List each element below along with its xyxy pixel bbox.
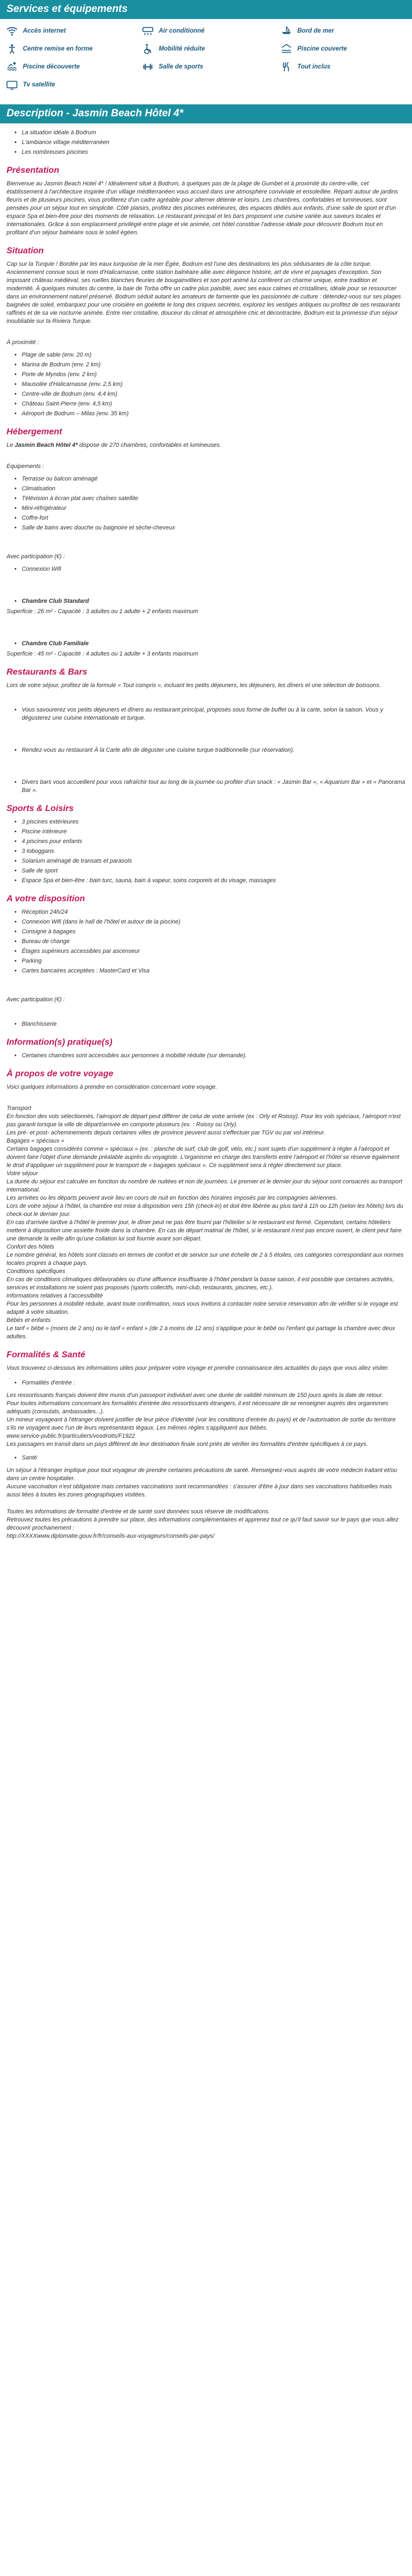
sante-details <box>7 1467 405 1540</box>
voyage-line: Les arrivées ou les départs peuvent avoir lieu en cours de nuit en fonction des horaires imposés par les compagnies aériennes. <box>7 1195 338 1201</box>
voyage-line: Lors de votre séjour à l'hôtel, la chambre est mise à disposition vers 15h (check-in) et doit être libérée au plus tard à 11h ou 12h (selon les hôtels) lors du check-out le dernier jour. <box>7 1203 403 1218</box>
voyage-details <box>7 1105 405 1341</box>
sports-list <box>7 818 405 885</box>
list-item: • Les nombreuses piscines <box>22 148 405 157</box>
sante-label-list <box>7 1454 405 1462</box>
list-item: • Certaines chambres sont accessibles aux personnes à mobilité réduite (sur demande). <box>22 1052 405 1060</box>
disposition-list <box>7 908 405 975</box>
list-item: • 4 piscines pour enfants <box>22 838 405 846</box>
formalites-line: Les passagers en transit dans un pays différent de leur destination finale sont priés de vérifier les formalités d'entrée spécifiques à ce pays. <box>7 1441 368 1448</box>
wheelchair-icon <box>141 42 154 55</box>
voyage-intro: Voici quelques informations à prendre en considération concernant votre voyage. <box>7 1084 217 1090</box>
equipments-list <box>7 475 405 532</box>
amenity-label: Accès internet <box>23 28 66 34</box>
room-list <box>7 640 405 648</box>
amenity-indoor-pool <box>280 42 405 55</box>
section-heading-formalites: Formalités & Santé <box>7 1350 85 1359</box>
list-item: • Connexion Wifi <box>22 565 405 573</box>
restaurants-list <box>7 746 405 754</box>
sante-line: Aucune vaccination n'est obligatoire mais certaines vaccinations sont recommandées : s'assurer d'être à jour dans ses vaccinations habituelles mais aussi liées à toutes les zones géographiques visitées. <box>7 1483 392 1498</box>
gym-icon <box>141 60 154 73</box>
room-name: • Chambre Club Familiale <box>22 640 405 648</box>
amenities-grid <box>0 19 412 97</box>
room-info: Superficie : 26 m² - Capacité : 3 adultes ou 1 adulte + 2 enfants maximum <box>7 608 198 615</box>
restaurants-text: Lors de votre séjour, profitez de la formule « Tout compris », incluant les petits déjeuners, les déjeuners, les dîners et une sélection de boissons. <box>7 682 381 689</box>
amenity-label: Centre remise en forme <box>23 46 93 52</box>
amenity-outdoor-pool <box>5 60 141 73</box>
list-item: • Coffre-fort <box>22 514 405 522</box>
presentation-text: Bienvenue au Jasmin Beach Hotel 4* ! Idéalement situé à Bodrum, à quelques pas de la plage de Gumbet et à proximité du centre-ville, cet établissement à l'architecture inspirée d'un village méditerranéen vous accueil dans une atmosphère conviviale et ensoleillée. Réparti autour de jardins fleuris et de plusieurs piscines, vous profiterez d'un cadre agréable pour alterner détente et loisirs. Les chambres, confortables et lumineuses, sont pensées pour un séjour tout en simplicité. Côté plaisirs, profitez des piscines extérieures, des espaces dédiés aux enfants, d'une salle de sport et d'un espace Spa et bien-être pour des moments de relaxation. Le restaurant principal et les bars proposent une cuisine variée aux saveurs locales et internationales. Grâce à son emplacement privilégié entre plage et vie animée, cet hôtel constitue l'adresse idéale pour découvrir Bodrum tout en profitant d'un séjour balnéaire sous le soleil égéen. <box>7 180 398 236</box>
list-item: • Connexion Wifi (dans le hall de l'hôtel et autour de la piscine) <box>22 918 405 926</box>
sante-line: Toutes les informations de formalité d'entrée et de santé sont données sous réserve de modifications. <box>7 1508 270 1515</box>
voyage-line: Confort des hôtels <box>7 1244 54 1250</box>
voyage-line: Bagages « spéciaux » <box>7 1138 65 1144</box>
list-item: • Terrasse ou balcon aménagé <box>22 475 405 483</box>
section-heading-voyage: À propos de votre voyage <box>7 1069 114 1078</box>
list-item: • Salle de bains avec douche ou baignoire et sèche-cheveux <box>22 524 405 532</box>
equipments-label: Equipements : <box>7 463 45 470</box>
amenity-wheelchair <box>141 42 280 55</box>
proximity-label: À proximité : <box>7 339 39 346</box>
amenity-label: Piscine couverte <box>297 46 347 52</box>
voyage-line: En cas de conditions climatiques défavorables ou d'une affluence insuffisante à l'hôtel pendant la basse saison, il est possible que certaines activités, services et installations ne soient pas proposés (sports collectifs, mini-club, restaurants, piscines, etc.). <box>7 1276 394 1291</box>
list-item: • Étages supérieurs accessibles par ascenseur <box>22 947 405 956</box>
amenity-label: Piscine découverte <box>23 64 80 70</box>
amenity-fitness <box>5 42 141 55</box>
list-item: • Santé <box>22 1454 405 1462</box>
indoor-pool-icon <box>280 42 293 55</box>
voyage-line: Le tarif « bébé » (moins de 2 ans) ou le tarif « enfant » (de 2 à moins de 12 ans) s'applique pour le bébé ou l'enfant qui partage la chambre avec deux adultes. <box>7 1325 395 1340</box>
list-item: • Salle de sport <box>22 867 405 875</box>
list-item: • Château Saint-Pierre (env. 4,5 km) <box>22 400 405 408</box>
tv-icon <box>5 78 18 91</box>
voyage-line: Bébés et enfants <box>7 1317 51 1324</box>
situation-text: Cap sur la Turquie ! Bordée par les eaux turquoise de la mer Égée, Bodrum est l'une des destinations les plus séduisantes de la côte turque. Anciennement connue sous le nom d'Halicarnasse, cette station balnéaire allie avec élégance histoire, art de vivre et paysages d'exception. Son imposant château médiéval, ses ruelles blanches fleuries de bougainvilliers et son port animé lui confèrent un charme unique, entre tradition et modernité. À quelques minutes du centre, la baie de Torba offre un cadre plus paisible, avec ses eaux calmes et cristallines, idéale pour se ressourcer dans un environnement naturel préservé. Bodrum séduit autant les amateurs de farniente que les passionnés de culture : détendez-vous sur ses plages baignées de soleil, embarquez pour une croisière en goélette le long des criques secrètes, explorez les vestiges antiques ou profitez de ses restaurants raffinés et de sa vie nocturne animée. Entre mer cristalline, douceur du climat et atmosphère chic et décontractée, Bodrum est la promesse d'un séjour inoubliable sur la Riviera Turque. <box>7 261 401 325</box>
list-item: • Formalités d'entrée : <box>22 1379 405 1387</box>
formalites-line: Pour toutes informations concernant les formalités d'entrée des ressortissants étrangers, il est nécessaire de se renseigner auprès des organismes adéquats (consulats, ambassades...). <box>7 1400 389 1415</box>
formalites-intro: Vous trouverez ci-dessous les informations utiles pour préparer votre voyage et prendre connaissance des actualités du pays que vous allez visiter. <box>7 1365 389 1371</box>
amenity-label: Tout inclus <box>297 64 330 70</box>
list-item: • Piscine intérieure <box>22 828 405 836</box>
list-item: • Plage de sable (env. 20 m) <box>22 351 405 359</box>
list-item: • Parking <box>22 957 405 965</box>
hebergement-text <box>7 441 405 450</box>
amenity-label: Salle de sports <box>159 64 203 70</box>
amenity-label: Tv satellite <box>23 82 55 88</box>
list-item: • Marina de Bodrum (env. 2 km) <box>22 361 405 369</box>
list-item: • Mini-réfrigérateur <box>22 504 405 513</box>
formalites-link[interactable]: www.service-public.fr/particuliers/vosdroits/F1922 <box>7 1433 135 1439</box>
list-item: • Télévision à écran plat avec chaînes satellite <box>22 495 405 503</box>
text-part: dispose de 270 chambres, confortables et lumineuses. <box>77 442 221 448</box>
list-item: • Aéroport de Bodrum – Milas (env. 35 km) <box>22 410 405 418</box>
text-part: Le <box>7 442 15 448</box>
outdoor-pool-icon <box>5 60 18 73</box>
air-conditioning-icon <box>141 24 154 38</box>
paid-list <box>7 1020 405 1028</box>
proximity-list <box>7 351 405 418</box>
list-item: • Espace Spa et bien-être : bain turc, sauna, bain à vapeur, soins corporels et du visage, massages <box>22 877 405 885</box>
sante-line: Un séjour à l'étranger implique pour tout voyageur de prendre certaines précautions de santé. Renseignez-vous auprès de votre médecin traitant et/ou dans un centre hospitalier. <box>7 1467 397 1482</box>
amenity-label: Bord de mer <box>297 28 334 34</box>
hotel-name: Jasmin Beach Hôtel 4* <box>15 442 78 448</box>
section-heading-situation: Situation <box>7 246 44 255</box>
list-item: • La situation idéale à Bodrum <box>22 129 405 137</box>
list-item: • Porte de Myndos (env. 2 km) <box>22 371 405 379</box>
list-item: • Mausolée d'Halicarnasse (env. 2,5 km) <box>22 381 405 389</box>
list-item: • Bureau de change <box>22 938 405 946</box>
intro-list <box>7 129 405 157</box>
restaurants-list <box>7 706 405 722</box>
section-heading-presentation: Présentation <box>7 166 59 175</box>
formalites-label-list <box>7 1379 405 1387</box>
voyage-line: Pour les personnes à mobilité réduite, avant toute confirmation, nous vous invitons à contacter notre service réservation afin de vérifier si le voyage est adapté à votre situation. <box>7 1301 398 1315</box>
list-item: • Cartes bancaires acceptées : MasterCard et Visa <box>22 967 405 975</box>
list-item: • Consigne à bagages <box>22 928 405 936</box>
sante-line: Retrouvez toutes les précautions à prendre sur place, des informations complémentaires et apprenez tout ce qu'il faut savoir sur le pays que vous allez découvrir prochainement : <box>7 1517 399 1531</box>
section-heading-disposition: A votre disposition <box>7 894 85 903</box>
section-heading-sports: Sports & Loisirs <box>7 804 74 813</box>
list-item: • L'ambiance village méditerranéen <box>22 139 405 147</box>
room-name: • Chambre Club Standard <box>22 597 405 606</box>
list-item: • Blanchisserie <box>22 1020 405 1028</box>
voyage-line: Certains bagages considérés comme « spéciaux » (ex. : planche de surf, club de golf, vélo, etc.) sont sujets d'un supplément à régler à l'aéroport et doivent faire l'objet d'une demande préalable auprès du voyagiste. L'organisme en charge des transferts entre l'aéroport et l'hôtel se réserve également le droit d'appliquer un supplément pour le transport de « bagages spéciaux ». Ce supplément sera à régler directement sur place. <box>7 1146 399 1169</box>
amenity-internet <box>5 24 141 38</box>
voyage-line: La durée du séjour est calculée en fonction du nombre de nuitées et non de journées. Le premier et le dernier jour du séjour sont consacrés au transport international. <box>7 1178 403 1193</box>
diplomatie-link[interactable]: http://XXXXwww.diplomatie.gouv.fr/fr/conseils-aux-voyageurs/conseils-par-pays/ <box>7 1533 215 1539</box>
voyage-line: Transport <box>7 1105 32 1112</box>
information-list <box>7 1052 405 1060</box>
list-item: • Centre-ville de Bodrum (env. 4,4 km) <box>22 390 405 398</box>
section-heading-restaurants: Restaurants & Bars <box>7 668 88 677</box>
paid-label: Avec participation (€) : <box>7 553 65 560</box>
services-banner: Services et équipements <box>0 0 412 19</box>
room-info: Superficie : 45 m² - Capacité : 4 adultes ou 1 adulte + 3 enfants maximum <box>7 651 198 657</box>
voyage-line: Votre séjour <box>7 1170 38 1177</box>
formalites-line: Un mineur voyageant à l'étranger doivent justifier de leur pièce d'identité (voir les conditions d'entrée du pays) et de l'autorisation de sortie du territoire s'ils ne voyagent avec l'un de leurs représentants légaux. Les mêmes règles s'appliquent aux bébés. <box>7 1417 396 1431</box>
amenity-sea <box>280 24 405 38</box>
list-item: • Vous savourerez vos petits déjeuners et dîners au restaurant principal, proposés sous forme de buffet ou à la carte, selon la saison. Vous y dégusterez une cuisine internationale et turque. <box>22 706 405 722</box>
formalites-details <box>7 1392 405 1449</box>
all-inclusive-icon <box>280 60 293 73</box>
list-item: • 3 toboggans <box>22 847 405 856</box>
amenity-label: Mobilité réduite <box>159 46 205 52</box>
section-heading-hebergement: Hébergement <box>7 427 63 436</box>
paid-label: Avec participation (€) : <box>7 996 65 1003</box>
list-item: • Divers bars vous accueillent pour vous rafraîchir tout au long de la journée ou profiter d'un snack : « Jasmin Bar », « Aquarium Bar » et « Panorama Bar ». <box>22 778 405 795</box>
list-item: • Climatisation <box>22 485 405 493</box>
description-banner: Description - Jasmin Beach Hôtel 4* <box>0 104 412 123</box>
voyage-line: Les pré- et post- acheminements depuis certaines villes de province peuvent aussi s'effectuer par TGV ou par vol intérieur. <box>7 1130 326 1136</box>
voyage-line: Conditions spécifiques <box>7 1268 66 1275</box>
voyage-line: Informations relatives à l'accessibilité <box>7 1293 103 1299</box>
amenity-gym <box>141 60 280 73</box>
amenity-air-conditioning <box>141 24 280 38</box>
list-item: • Solarium aménagé de transats et parasols <box>22 857 405 865</box>
restaurants-list <box>7 778 405 795</box>
paid-list <box>7 565 405 573</box>
room-list <box>7 597 405 606</box>
list-item: • 3 piscines extérieures <box>22 818 405 826</box>
list-item: • Rendez-vous au restaurant À la Carte afin de déguster une cuisine turque traditionnelle (sur réservation). <box>22 746 405 754</box>
fitness-icon <box>5 42 18 55</box>
amenity-all-inclusive <box>280 60 405 73</box>
description-content <box>0 129 412 1540</box>
amenity-label: Air conditionné <box>159 28 205 34</box>
amenity-tv <box>5 78 141 91</box>
voyage-line: Le nombre général, les hôtels sont classés en termes de confort et de service sur une échelle de 2 à 5 étoiles, ces catégories correspondant aux normes locales propres à chaque pays. <box>7 1252 404 1267</box>
sea-icon <box>280 24 293 38</box>
voyage-line: En cas d'arrivée tardive à l'hôtel le premier jour, le dîner peut ne pas être fourni par l'hôtelier si le restaurant est fermé. Cependant, certains hôteliers mettent à disposition une assiette froide dans la chambre. En cas de départ matinal de l'hôtel, si le restaurant n'est pas encore ouvert, le client peut faire une demande la veille afin qu'une collation lui soit fournie avant son départ. <box>7 1219 402 1242</box>
section-heading-information: Information(s) pratique(s) <box>7 1038 113 1047</box>
list-item: • Réception 24h/24 <box>22 908 405 916</box>
voyage-line: En fonction des vols sélectionnés, l'aéroport de départ peut différer de celui de votre arrivée (ex : Orly et Roissy). Pour les vols spéciaux, l'aéroport n'est pas garanti lorsque la ville de départ/arrivée en comporte plusieurs (ex. : Roissy ou Orly). <box>7 1113 401 1128</box>
wifi-icon <box>5 24 18 38</box>
formalites-line: Les ressortissants français doivent être munis d'un passeport individuel avec une durée de validité minimum de 150 jours après la date de retour. <box>7 1392 384 1399</box>
